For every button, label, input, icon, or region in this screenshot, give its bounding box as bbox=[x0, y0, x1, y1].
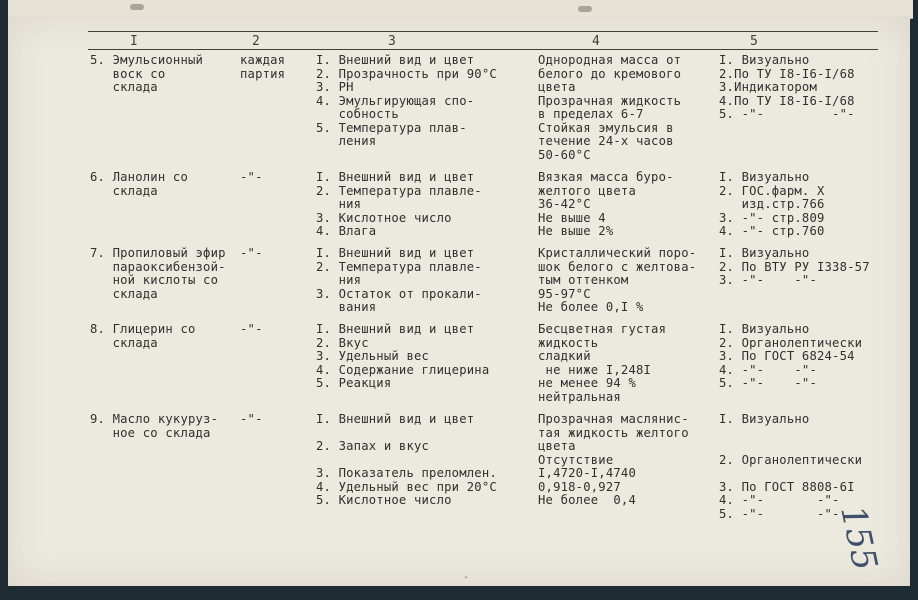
norm-values: Кристаллический поро- шок белого с желтова- тым оттенком 95-97°C Не более 0,I % bbox=[538, 246, 697, 314]
test-methods: I. Визуально 2.По ТУ I8-I6-I/68 3.Индикатором 4.По ТУ I8-I6-I/68 5. -"- -"- bbox=[719, 53, 855, 121]
binder-clip bbox=[130, 4, 144, 10]
test-indicators: I. Внешний вид и цвет 2. Температура плавле- ния 3. Кислотное число 4. Влага bbox=[316, 170, 482, 238]
test-indicators: I. Внешний вид и цвет 2. Вкус 3. Удельный вес 4. Содержание глицерина 5. Реакция bbox=[316, 322, 490, 390]
norm-values: Бесцветная густая жидкость сладкий не ниже I,248I не менее 94 % нейтральная bbox=[538, 322, 667, 404]
batch-frequency: -"- bbox=[240, 322, 263, 336]
product-name: 8. Глицерин со склада bbox=[90, 322, 196, 350]
test-indicators: I. Внешний вид и цвет 2. Запах и вкус 3. Показатель преломлен. 4. Удельный вес при 20°C 5. Кислотное число bbox=[316, 412, 497, 507]
product-name: 7. Пропиловый эфир параоксибензой- ной кислоты со склада bbox=[90, 246, 226, 301]
test-methods: I. Визуально 2. Органолептически 3. По ГОСТ 8808-6I 4. -"- -"- 5. -"- -"- bbox=[719, 412, 863, 521]
test-indicators: I. Внешний вид и цвет 2. Температура плавле- ния 3. Остаток от прокали- вания bbox=[316, 246, 482, 314]
test-methods: I. Визуально 2. По ВТУ РУ I338-57 3. -"- -"- bbox=[719, 246, 870, 287]
batch-frequency: -"- bbox=[240, 246, 263, 260]
batch-frequency: -"- bbox=[240, 412, 263, 426]
handwritten-page-number: 155 bbox=[832, 502, 885, 574]
product-name: 9. Масло кукуруз- ное со склада bbox=[90, 412, 219, 440]
norm-values: Прозрачная маслянис- тая жидкость желтого цвета Отсутствие I,4720-I,4740 0,918-0,927 Не более 0,4 bbox=[538, 412, 689, 507]
footer-mark: - bbox=[463, 572, 470, 583]
product-name: 5. Эмульсионный воск со склада bbox=[90, 53, 204, 94]
column-header-3: 3 bbox=[388, 34, 397, 49]
norm-values: Однородная масса от белого до кремового цвета Прозрачная жидкость в пределах 6-7 Стойкая эмульсия в течение 24-х часов 50-60°C bbox=[538, 53, 682, 162]
norm-values: Вязкая масса буро- желтого цвета 36-42°C Не выше 4 Не выше 2% bbox=[538, 170, 674, 238]
column-header-2: 2 bbox=[252, 34, 261, 49]
binder-clip bbox=[578, 6, 592, 12]
column-header-4: 4 bbox=[592, 34, 601, 49]
test-methods: I. Визуально 2. Органолептически 3. По ГОСТ 6824-54 4. -"- -"- 5. -"- -"- bbox=[719, 322, 863, 390]
column-header-1: I bbox=[130, 34, 139, 49]
test-indicators: I. Внешний вид и цвет 2. Прозрачность при 90°C 3. РН 4. Эмульгирующая спо- собность 5. Температура плав- ления bbox=[316, 53, 497, 148]
product-name: 6. Ланолин со склада bbox=[90, 170, 188, 198]
batch-frequency: -"- bbox=[240, 170, 263, 184]
batch-frequency: каждая партия bbox=[240, 53, 286, 81]
column-header-5: 5 bbox=[750, 34, 759, 49]
header-top-rule bbox=[88, 31, 878, 32]
header-bottom-rule bbox=[88, 49, 878, 50]
test-methods: I. Визуально 2. ГОС.фарм. Х изд.стр.766 3. -"- стр.809 4. -"- стр.760 bbox=[719, 170, 825, 238]
